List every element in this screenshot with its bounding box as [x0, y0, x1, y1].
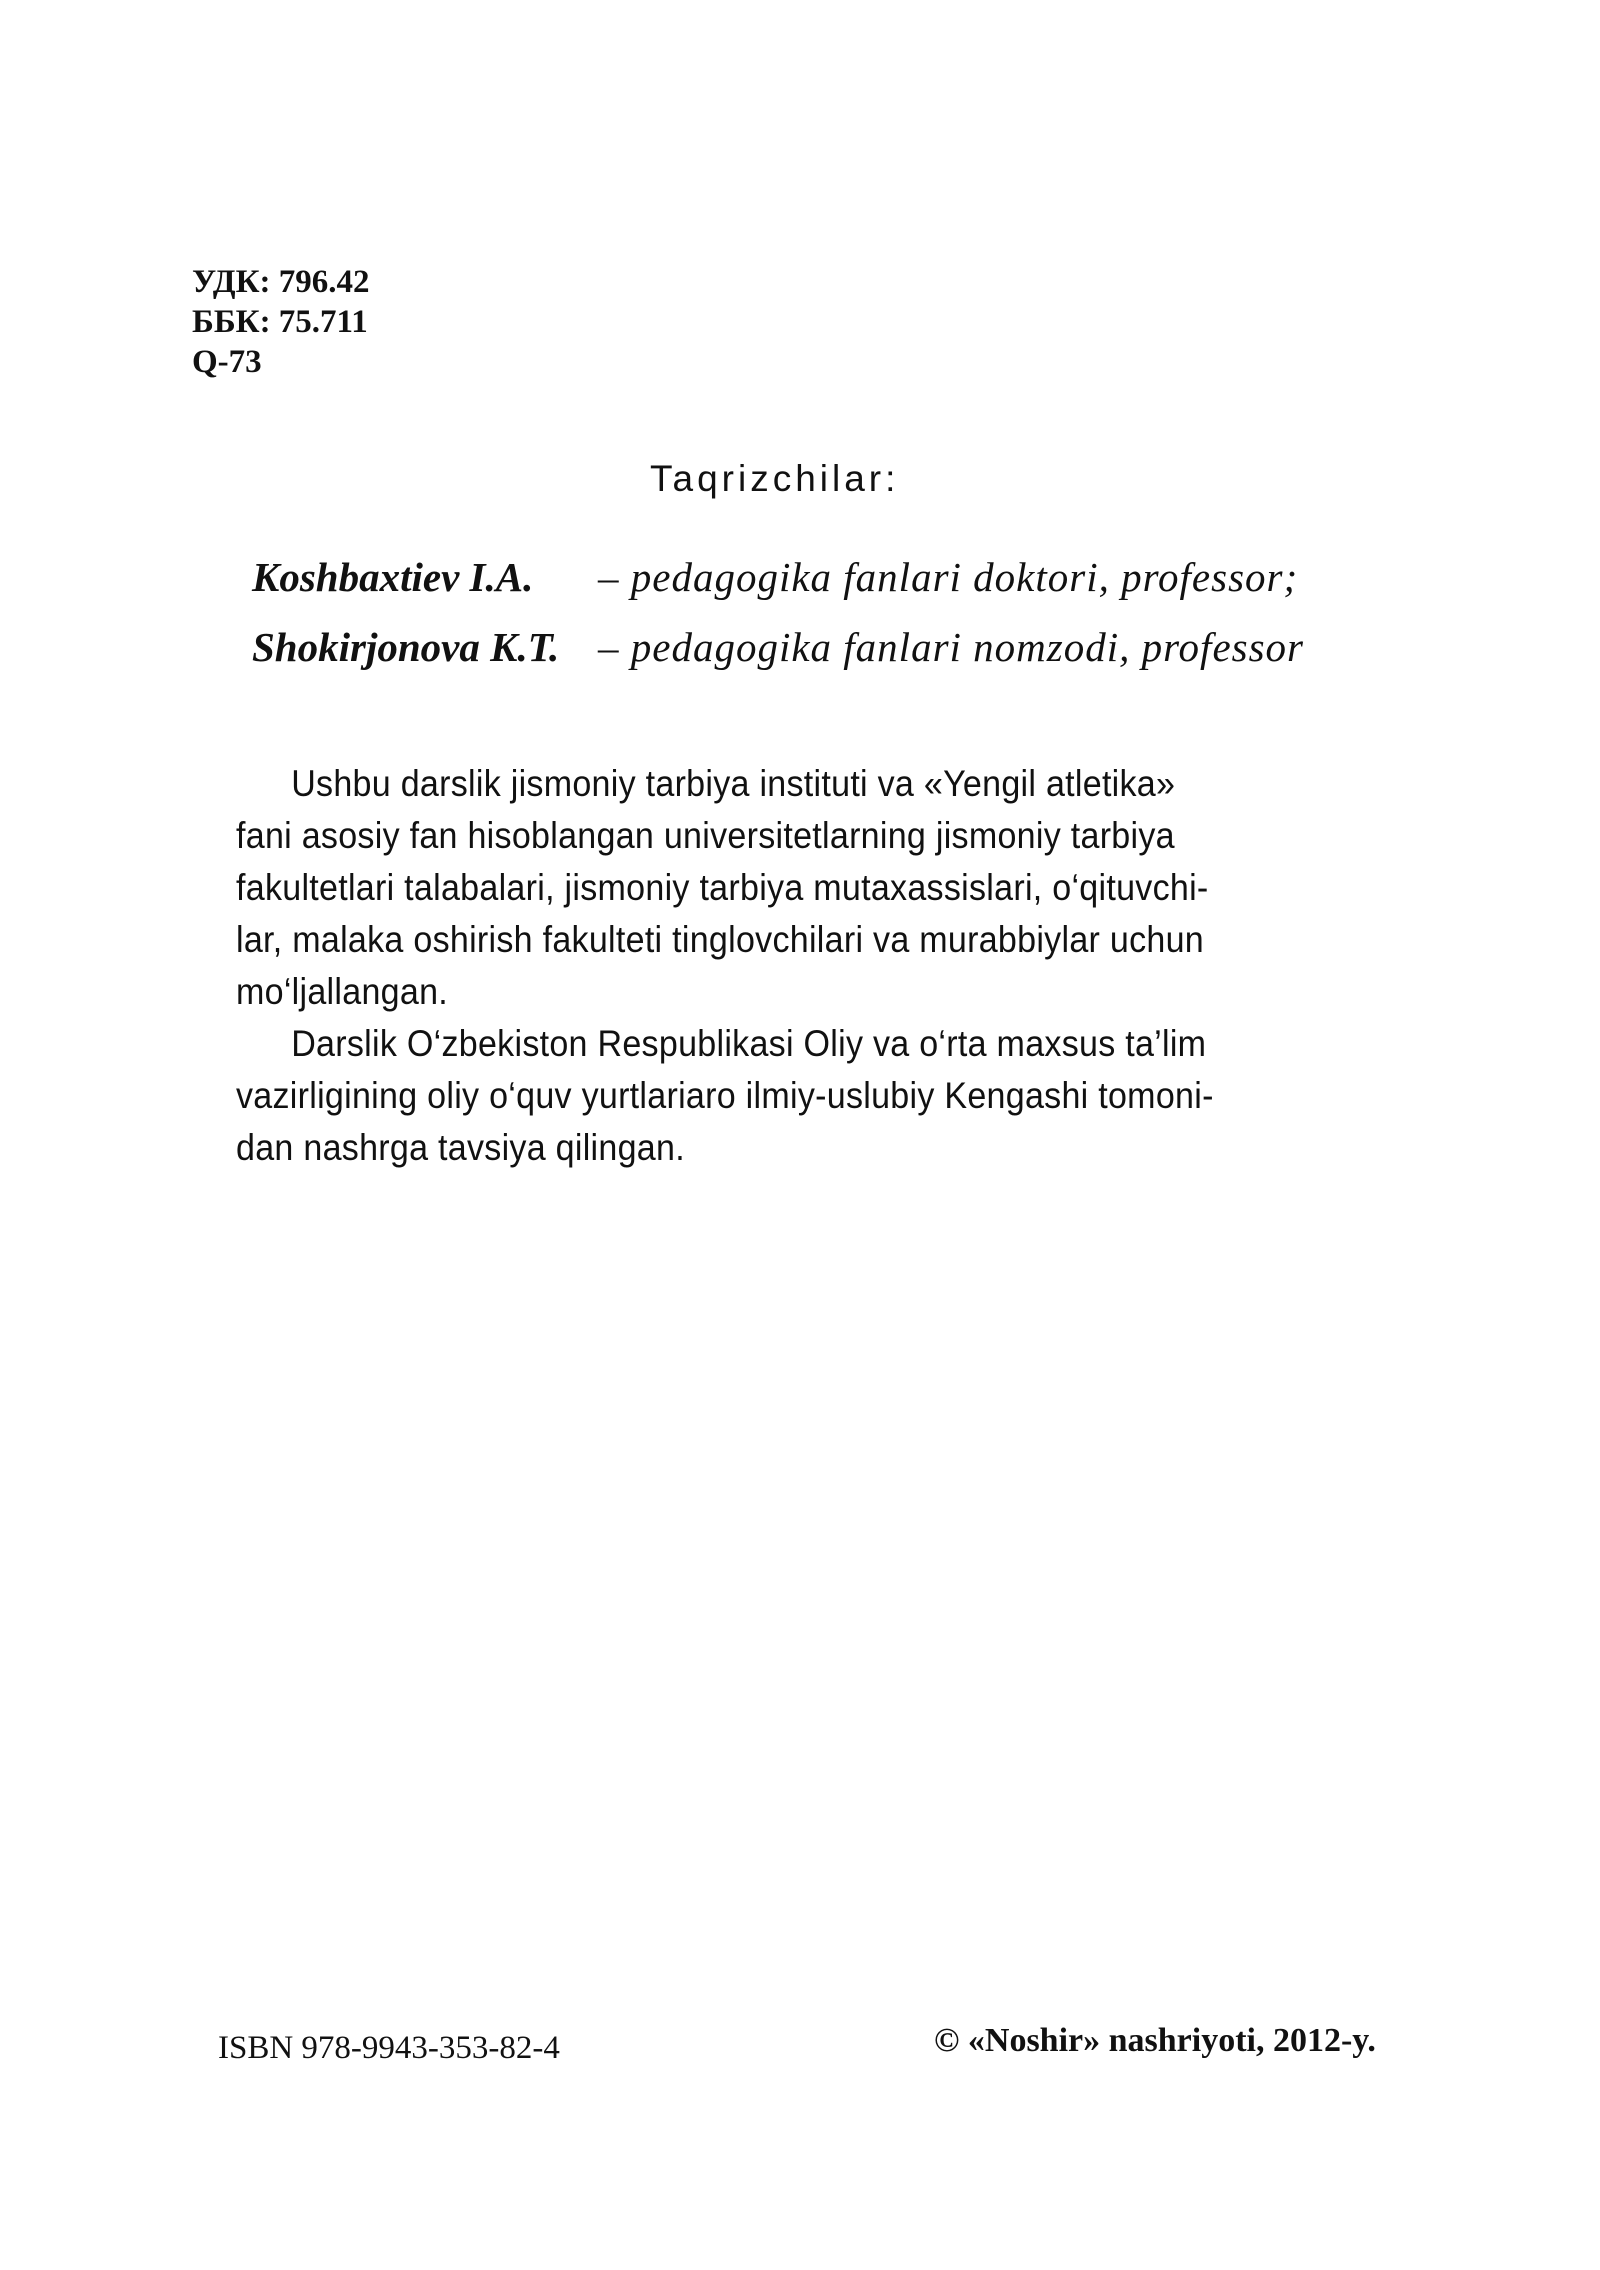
- annotation-paragraph: [236, 1018, 1404, 1174]
- copyright-notice: © «Noshir» nashriyoti, 2012-y.: [934, 2022, 1376, 2059]
- text-line: dan nashrga tavsiya qilingan.: [236, 1127, 685, 1168]
- reviewers-list: [252, 542, 1304, 682]
- text-line: fakultetlari talabalari, jismoniy tarbiya mutaxassislari, o‘qituvchi-: [236, 867, 1209, 908]
- text-line: fani asosiy fan hisoblangan universitetlarning jismoniy tarbiya: [236, 815, 1175, 856]
- classification-block: [192, 262, 370, 382]
- reviewer-description: – pedagogika fanlari doktori, professor;: [598, 554, 1299, 600]
- reviewer-name: Koshbaxtiev I.A.: [252, 554, 534, 600]
- reviewer-name: Shokirjonova K.T.: [252, 624, 560, 670]
- author-mark: Q-73: [192, 344, 262, 380]
- text-line: lar, malaka oshirish fakulteti tinglovchilari va murabbiylar uchun: [236, 919, 1204, 960]
- reviewers-heading: Taqrizchilar:: [650, 458, 900, 499]
- annotation-text: [236, 758, 1312, 1174]
- text-line: Ushbu darslik jismoniy tarbiya instituti va «Yengil atletika»: [291, 763, 1176, 804]
- annotation-paragraph: [236, 758, 1404, 1018]
- text-line: Darslik O‘zbekiston Respublikasi Oliy va o‘rta maxsus ta’lim: [291, 1023, 1207, 1064]
- reviewer-item: [252, 612, 1304, 682]
- text-line: vazirligining oliy o‘quv yurtlariaro ilmiy-uslubiy Kengashi tomoni-: [236, 1075, 1214, 1116]
- text-line: mo‘ljallangan.: [236, 971, 449, 1012]
- reviewer-item: [252, 542, 1304, 612]
- udk-code: УДК: 796.42: [192, 264, 370, 300]
- reviewer-description: – pedagogika fanlari nomzodi, professor: [598, 624, 1305, 670]
- isbn-number: ISBN 978-9943-353-82-4: [218, 2030, 560, 2066]
- bbk-code: ББК: 75.711: [192, 304, 368, 340]
